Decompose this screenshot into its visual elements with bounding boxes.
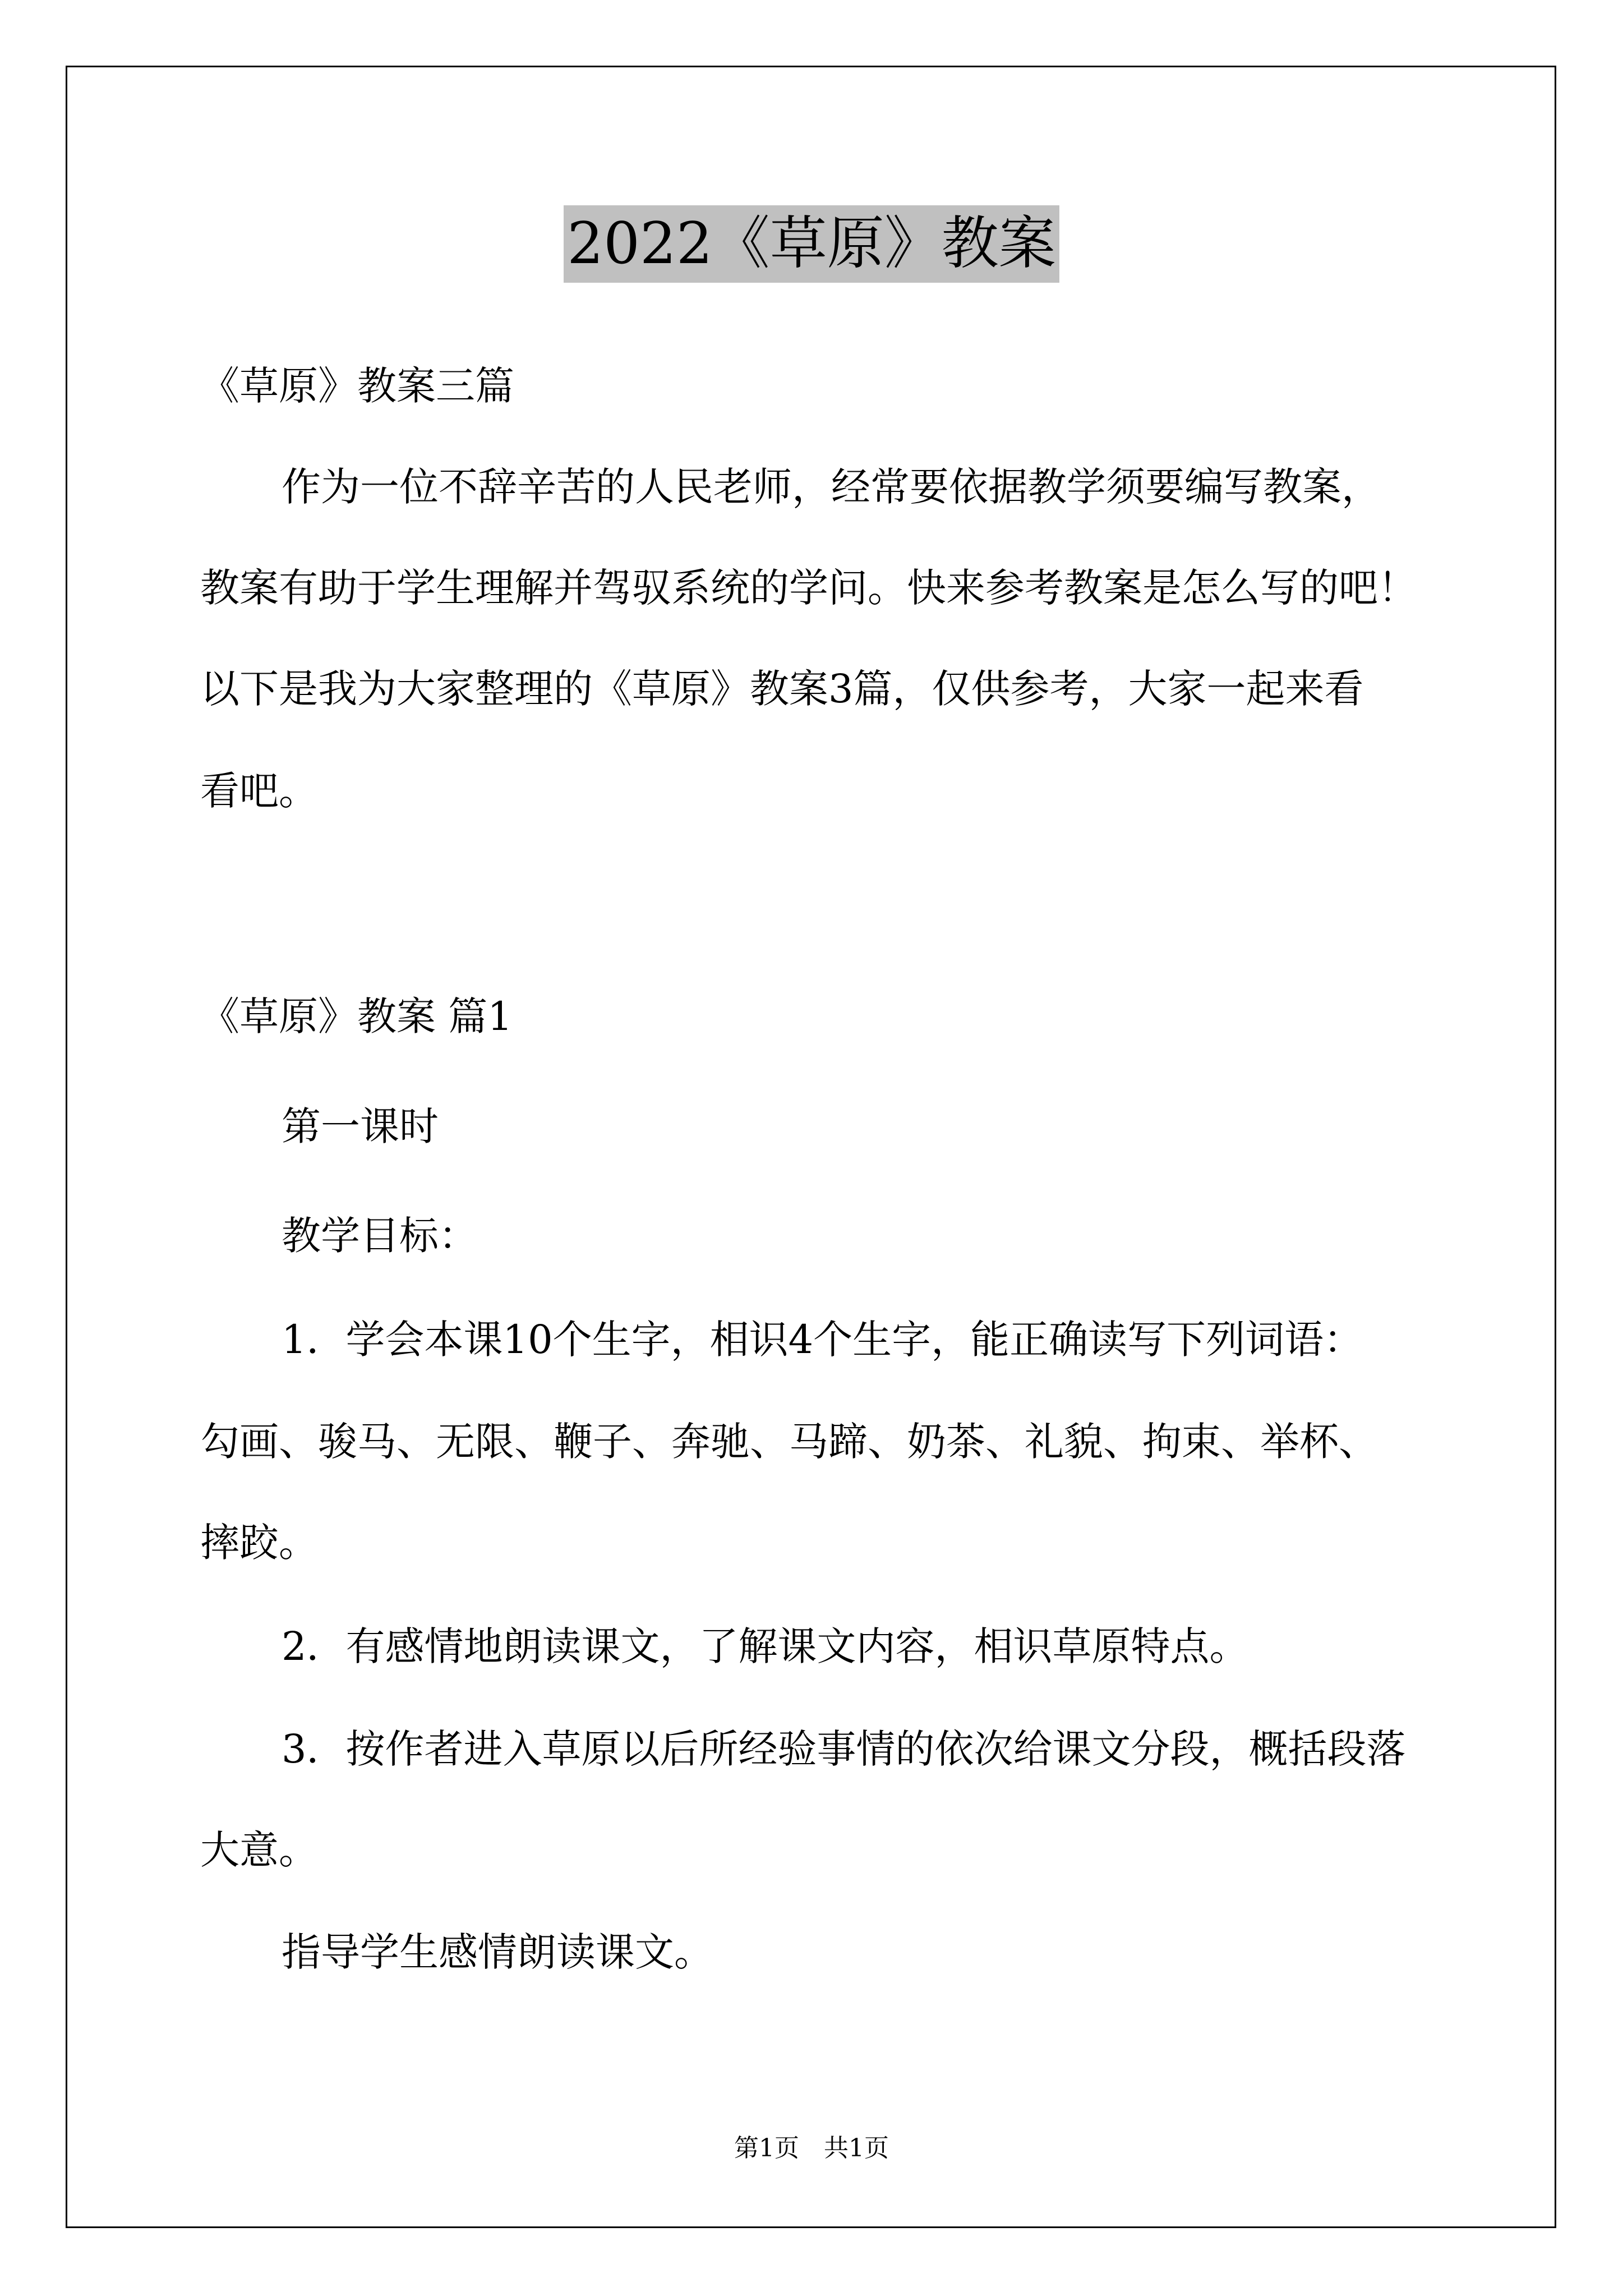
objective-2: 2．有感情地朗读课文，了解课文内容，相识草原特点。	[282, 1623, 1249, 1669]
objective-1-line-3: 摔跤。	[200, 1520, 318, 1566]
intro-line-2: 教案有助于学生理解并驾驭系统的学问。快来参考教案是怎么写的吧！	[200, 565, 1417, 611]
objective-1-line-2: 勾画、骏马、无限、鞭子、奔驰、马蹄、奶茶、礼貌、拘束、举杯、	[200, 1419, 1378, 1465]
intro-line-4: 看吧。	[200, 768, 318, 814]
subtitle: 《草原》教案三篇	[200, 363, 514, 409]
lesson-label: 第一课时	[282, 1103, 439, 1149]
objective-1-line-1: 1．学会本课10个生字，相识4个生字，能正确读写下列词语：	[282, 1317, 1363, 1363]
title-container	[0, 205, 1623, 283]
document-title: 2022《草原》教案	[564, 205, 1059, 283]
objectives-label: 教学目标：	[282, 1213, 478, 1259]
intro-line-3: 以下是我为大家整理的《草原》教案3篇，仅供参考，大家一起来看	[200, 666, 1364, 712]
section-heading: 《草原》教案 篇1	[200, 993, 513, 1039]
objective-3-line-1: 3．按作者进入草原以后所经验事情的依次给课文分段，概括段落	[282, 1726, 1406, 1772]
objective-3-line-2: 大意。	[200, 1827, 318, 1873]
intro-line-1: 作为一位不辞辛苦的人民老师，经常要依据教学须要编写教案，	[282, 464, 1381, 510]
page-footer: 第1页 共1页	[734, 2134, 889, 2162]
guidance-text: 指导学生感情朗读课文。	[282, 1929, 713, 1975]
